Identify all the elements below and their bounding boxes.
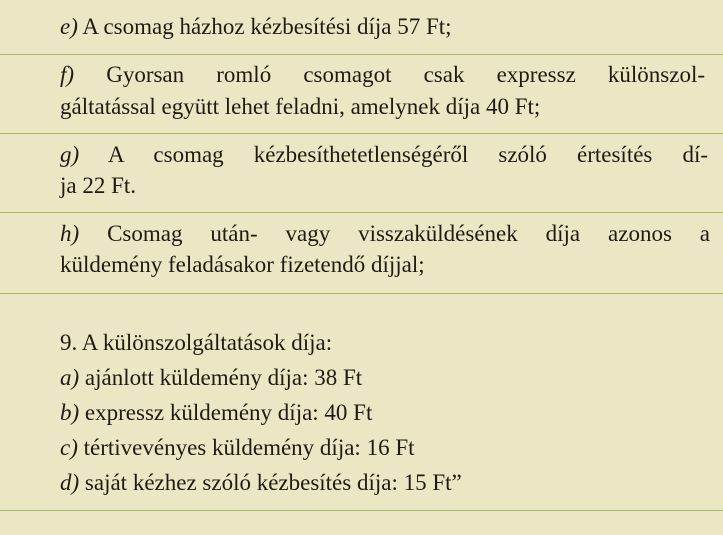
item-h-line-1: Csomag után- vagy visszaküldésének díja azonos a: [107, 221, 710, 246]
item-h-letter: h): [60, 221, 80, 246]
section-9-item-b-letter: b): [60, 400, 80, 425]
section-9-item-a-letter: a): [60, 365, 80, 390]
item-e: [60, 12, 452, 42]
item-e-letter: e): [60, 14, 78, 39]
item-g-line-1-row: [60, 140, 708, 170]
separator-1: [0, 54, 723, 55]
item-f-letter: f): [60, 62, 75, 87]
item-g-line-1: A csomag kézbesíthetetlenségéről szóló értesítés dí-: [107, 142, 708, 167]
section-9-item-d-text: saját kézhez szóló kézbesítés díja: 15 Ft”: [84, 470, 462, 495]
section-9-item-d: [60, 468, 462, 498]
section-9-item-a-text: ajánlott küldemény díja: 38 Ft: [84, 365, 363, 390]
item-f-line-2: gáltatással együtt lehet feladni, amelynek díja 40 Ft;: [60, 94, 541, 119]
item-g-line-2-row: [60, 171, 136, 201]
section-9-item-b-text: expressz küldemény díja: 40 Ft: [84, 400, 373, 425]
separator-3: [0, 212, 723, 213]
item-h-line-1-row: [60, 219, 710, 249]
separator-2: [0, 133, 723, 134]
item-g-letter: g): [60, 142, 80, 167]
section-9-item-c-text: tértivevényes küldemény díja: 16 Ft: [83, 435, 415, 460]
item-f-line-2-row: [60, 92, 540, 122]
item-h-line-2: küldemény feladásakor fizetendő díjjal;: [60, 252, 425, 277]
section-9-item-a: [60, 363, 362, 393]
section-9-item-b: [60, 398, 372, 428]
item-e-line-1: A csomag házhoz kézbesítési díja 57 Ft;: [82, 14, 452, 39]
item-f-line-1-row: [60, 60, 705, 90]
section-9-heading: 9. A különszolgáltatások díja:: [60, 330, 333, 355]
item-f-line-1: Gyorsan romló csomagot csak expressz különszol-: [106, 62, 706, 87]
section-9-item-c: [60, 433, 415, 463]
separator-4: [0, 293, 723, 294]
item-h-line-2-row: [60, 250, 425, 280]
section-9-item-d-letter: d): [60, 470, 80, 495]
section-9-item-c-letter: c): [60, 435, 78, 460]
separator-5: [0, 510, 723, 511]
item-g-line-2: ja 22 Ft.: [60, 173, 137, 198]
section-9-heading-row: [60, 328, 332, 358]
